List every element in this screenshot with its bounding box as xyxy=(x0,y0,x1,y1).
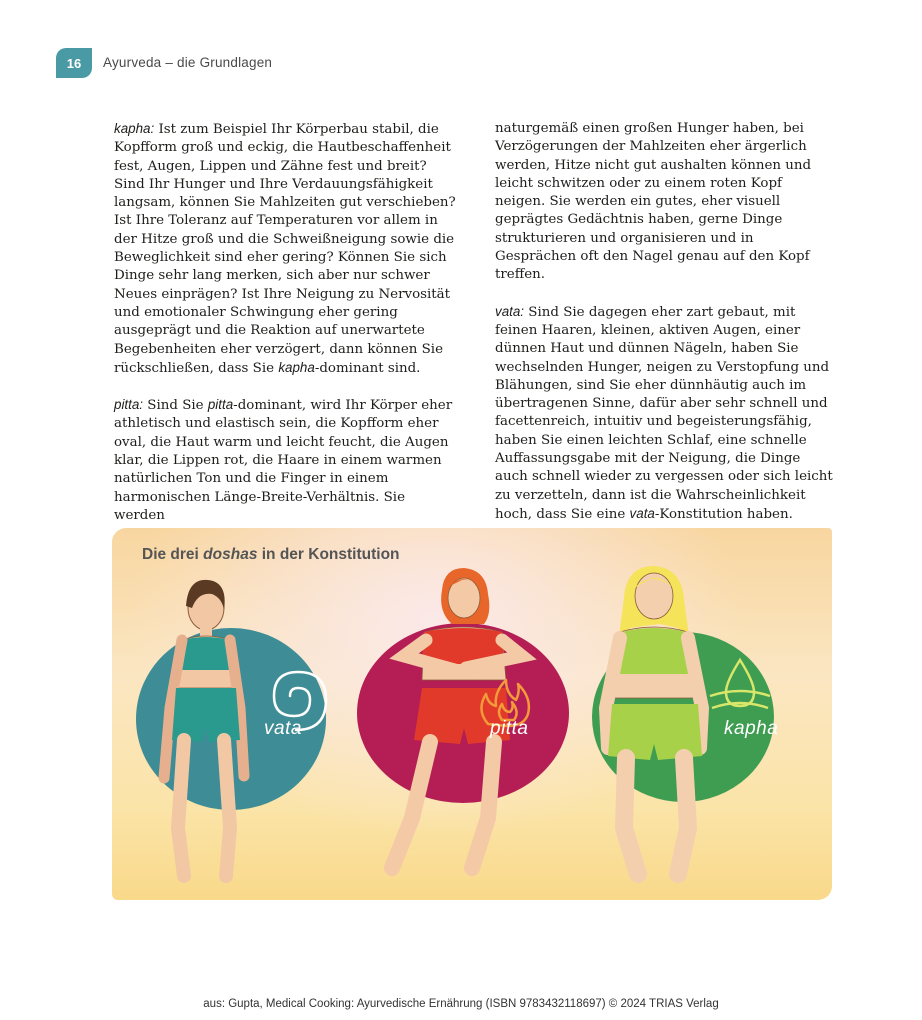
vata-inline-term: vata xyxy=(629,505,655,521)
page-number: 16 xyxy=(56,48,92,78)
running-title: Ayurveda – die Grundlagen xyxy=(103,55,273,70)
water-drop-icon xyxy=(710,660,770,708)
kapha-figure xyxy=(606,566,702,874)
figure-title-term: doshas xyxy=(203,546,258,563)
doshas-illustration xyxy=(112,528,832,900)
kapha-term: kapha: xyxy=(114,121,155,136)
left-column xyxy=(114,120,459,543)
figure-title-1: Die drei xyxy=(142,546,199,563)
footer-credit: aus: Gupta, Medical Cooking: Ayurvedische Ernährung (ISBN 9783432118697) © 2024 TRIAS Verlag xyxy=(203,998,719,1010)
pitta-inline-term: pitta xyxy=(207,397,234,413)
vata-text-2: -Konstitution haben. xyxy=(654,506,793,522)
vata-paragraph xyxy=(495,303,835,525)
figures-drawing xyxy=(112,528,832,900)
pitta-continuation: naturgemäß einen großen Hunger haben, bei Verzögerungen der Mahlzeiten eher ärgerlich werden, Hitze nicht gut aushalten können und leicht schwitzen oder zu einem roten Kopf neigen. Sie werden ein gutes, eher visuell geprägtes Gedächtnis haben, gerne Dinge strukturieren und organisieren und in Gesprächen oft den Nagel genau auf den Kopf treffen. xyxy=(495,121,812,283)
kapha-end-term: kapha xyxy=(278,359,315,375)
kapha-end-text: -dominant sind. xyxy=(314,360,421,376)
vata-label: vata xyxy=(264,718,302,739)
figure-title-2: in der Konstitution xyxy=(261,546,400,563)
pitta-text-1: Sind Sie xyxy=(147,398,204,414)
kapha-paragraph xyxy=(114,120,459,378)
vata-text-1: Sind Sie dagegen eher zart gebaut, mit feinen Haaren, kleinen, aktiven Augen, einer dünnen Haut und dünnen Nägeln, haben Sie wechselnden Hunger, neigen zu Verstopfung und Blähungen, sind Sie eher dünnhäutig auch im übertragenen Sinne, dafür aber sehr schnell und facettenreich, intuitiv und begeisterungsfähig, haben Sie einen leichten Schlaf, eine schnelle Auffassungsgabe mit der Neigung, die Dinge auch schnell wieder zu vergessen oder sich leicht zu verzetteln, dann ist die Wahrscheinlichkeit hoch, dass Sie eine xyxy=(495,304,833,522)
vata-term: vata: xyxy=(495,303,525,319)
vata-figure xyxy=(164,580,244,876)
pitta-paragraph xyxy=(114,396,459,525)
kapha-text: Ist zum Beispiel Ihr Körperbau stabil, die Kopfform groß und eckig, die Hautbeschaffenheit fest, Augen, Lippen und Zähne fest und breit? Sind Ihr Hunger und Ihre Verdauungsfähigkeit langsam, können Sie Mahlzeiten gut verschieben? Ist Ihre Toleranz auf Temperaturen vor allem in der Hitze groß und die Schweißneigung sowie die Beweglichkeit sind eher gering? Können Sie sich Dinge sehr lang merken, sich aber nur schwer Neues einprägen? Ist Ihre Neigung zu Nervosität und emotionaler Schwingung eher gering ausgeprägt und die Reaktion auf unerwartete Begebenheiten eher verzögert, dann können Sie rückschließen, dass Sie xyxy=(114,122,456,376)
pitta-term: pitta: xyxy=(114,397,144,413)
pitta-label: pitta xyxy=(490,718,529,739)
kapha-label: kapha xyxy=(724,718,779,739)
right-column xyxy=(495,120,835,542)
pitta-text-2: -dominant, wird Ihr Körper eher athletisch und elastisch sein, die Kopfform eher oval, die Haut warm und leicht feucht, die Augen klar, die Lippen rot, die Haare in einem warmen natürlichen Ton und die Finger in einem harmonischen Länge-Breite-Verhältnis. Sie werden xyxy=(114,398,453,523)
